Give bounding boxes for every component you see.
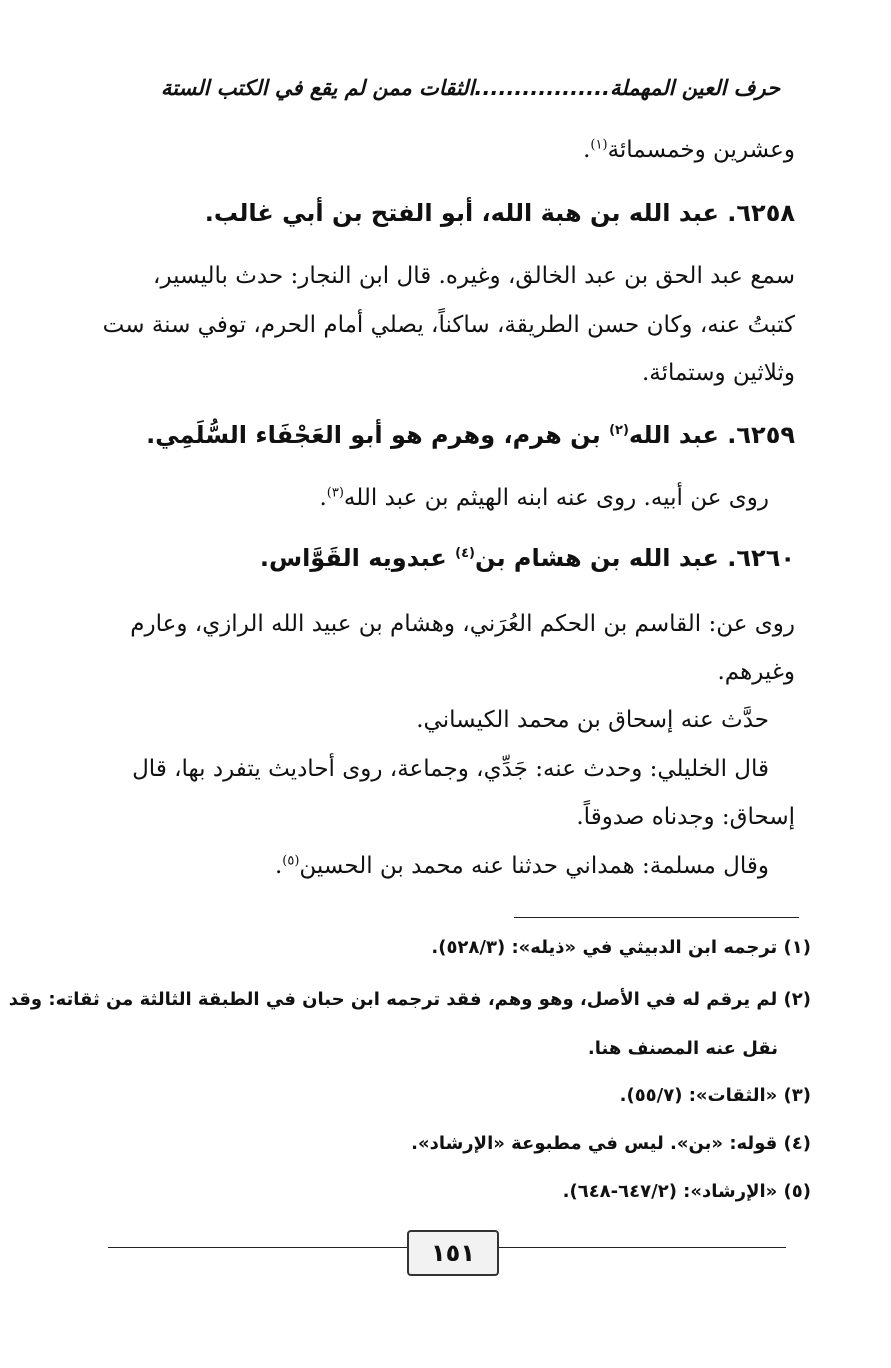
entry-heading-6259: [118, 420, 795, 451]
entry-heading-6258: [118, 198, 795, 229]
text-line: قال الخليلي: وحدث عنه: جَدِّي، وجماعة، روى أحاديث يتفرد بها، قال: [132, 756, 769, 782]
footnote-ref: (٣): [326, 485, 344, 501]
footnote-5: (٥) «الإرشاد»: (٦٤٧/٢-٦٤٨).: [562, 1181, 811, 1202]
entry-name: عبد الله بن هبة الله، أبو الفتح بن أبي غالب.: [204, 199, 719, 227]
entry-name: عبد الله بن هشام بن: [474, 544, 719, 572]
footnote-3: (٣) «الثقات»: (٥٥/٧).: [619, 1085, 811, 1106]
entry-name: عبد الله: [628, 421, 719, 449]
footnote-divider: [514, 917, 799, 918]
text-line: إسحاق: وجدناه صدوقاً.: [576, 804, 795, 830]
footnote-ref: (٥): [282, 853, 300, 869]
entry-number: ٦٢٥٨.: [727, 199, 795, 227]
entry-number: ٦٢٦٠.: [727, 544, 795, 572]
text-line: حدَّث عنه إسحاق بن محمد الكيساني.: [416, 707, 769, 733]
running-header: حرف العين المهملة.................الثقات ممن لم يقع في الكتب الستة: [160, 76, 781, 100]
text-line: روى عن: القاسم بن الحكم العُرَني، وهشام بن عبيد الله الرازي، وعارم: [130, 611, 795, 637]
footnote-2: (٢) لم يرقم له في الأصل، وهو وهم، فقد ترجمه ابن حبان في الطبقة الثالثة من ثقاته: وقد: [8, 989, 811, 1010]
entry-number: ٦٢٥٩.: [727, 421, 795, 449]
line-text: وقال مسلمة: همداني حدثنا عنه محمد بن الحسين: [299, 853, 769, 879]
text-line: وعشرين وخمسمائة$^{(١)}$.: [583, 137, 795, 163]
text-line: كتبتُ عنه، وكان حسن الطريقة، ساكناً، يصلي أمام الحرم، توفي سنة ست: [102, 312, 795, 338]
footnote-ref: (٢): [609, 423, 629, 438]
footnote-1: (١) ترجمه ابن الدبيثي في «ذيله»: (٥٢٨/٣).: [431, 937, 811, 958]
entry-heading-6260: [118, 543, 795, 574]
page-number: ١٥١: [407, 1230, 499, 1276]
footer-rule-right: [494, 1247, 786, 1248]
text-line: وقال مسلمة: همداني حدثنا عنه محمد بن الحسين$^{(٥)}$.: [274, 853, 769, 879]
footnote-4: (٤) قوله: «بن». ليس في مطبوعة «الإرشاد».: [411, 1133, 811, 1154]
entry-name-cont: عبدويه القَوَّاس.: [259, 544, 456, 572]
line-text: روى عن أبيه. روى عنه ابنه الهيثم بن عبد الله: [343, 485, 769, 511]
text-line: وثلاثين وستمائة.: [641, 360, 795, 386]
footer-rule-left: [108, 1247, 408, 1248]
text-line: روى عن أبيه. روى عنه ابنه الهيثم بن عبد الله$^{(٣)}$.: [319, 485, 769, 511]
text-line: سمع عبد الحق بن عبد الخالق، وغيره. قال ابن النجار: حدث باليسير،: [153, 263, 795, 289]
text-line: وغيرهم.: [717, 659, 795, 685]
line-text: وعشرين وخمسمائة: [607, 137, 795, 163]
footnote-2-cont: نقل عنه المصنف هنا.: [587, 1038, 778, 1059]
footnote-ref: (١): [590, 137, 608, 153]
footnote-ref: (٤): [455, 546, 475, 561]
entry-name-cont: بن هرم، وهرم هو أبو العَجْفَاء السُّلَمِي.: [146, 421, 610, 449]
